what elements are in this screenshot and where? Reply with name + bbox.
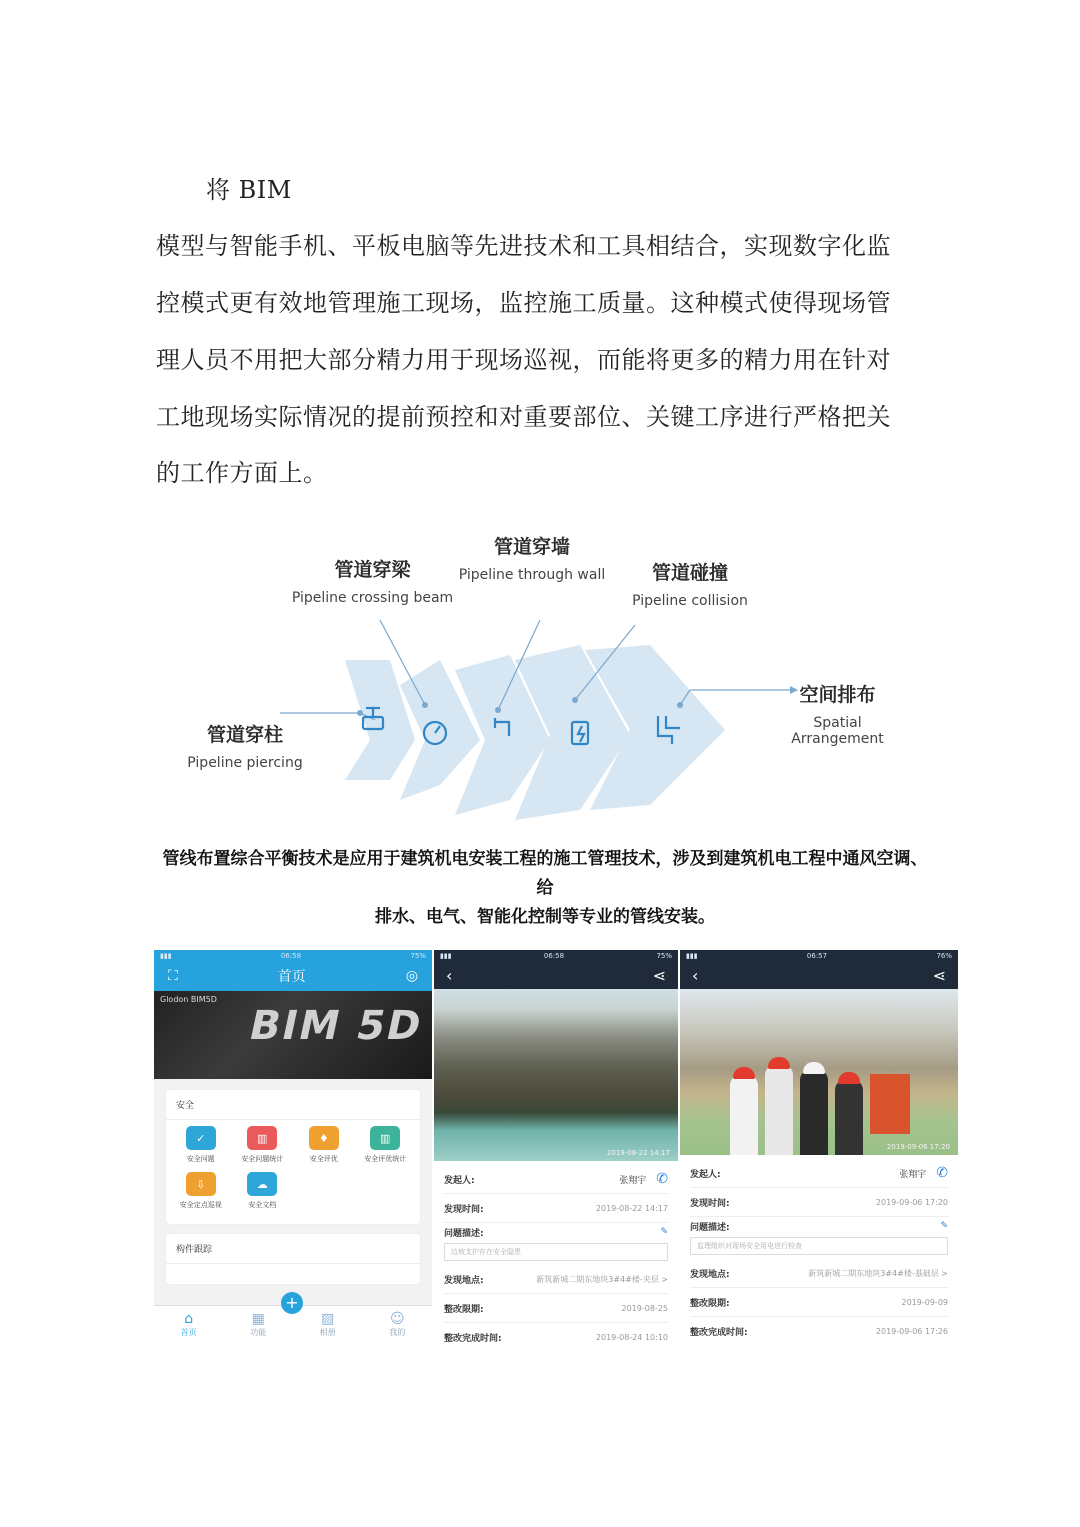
tab-item[interactable] — [181, 1311, 197, 1338]
feature-icon: ▥ — [247, 1126, 277, 1150]
status-bar: ▮▮▮ 06:57 76% — [680, 950, 958, 961]
add-button[interactable]: + — [281, 1292, 303, 1314]
paragraph-line-4: 理人员不用把大部分精力用于现场巡视，而能将更多的精力用在针对 — [156, 346, 891, 374]
nav-bar — [434, 961, 678, 989]
tab-icon: ⌂ — [184, 1311, 194, 1327]
desc-field[interactable]: 边坡支护存在安全隐患 — [444, 1243, 668, 1261]
banner-logo-text: BIM 5D — [245, 1003, 428, 1049]
status-time: 06:58 — [543, 951, 565, 960]
caption-line-2: 排水、电气、智能化控制等专业的管线安装。 — [375, 907, 715, 927]
paragraph-line-5: 工地现场实际情况的提前预控和对重要部位、关键工序进行严格把关 — [156, 403, 891, 431]
status-time: 06:57 — [806, 951, 828, 960]
deadline-row: 整改限期: 2019-09-09 — [690, 1288, 948, 1317]
location-row[interactable]: 发现地点: 新筑新城二期东地块3#4#楼-基础层 > — [690, 1259, 948, 1288]
paragraph-line-2: 模型与智能手机、平板电脑等先进技术和工具相结合，实现数字化监 — [156, 232, 891, 260]
phone-screenshot-issue-1 — [434, 950, 678, 1342]
grid-item[interactable] — [293, 1126, 355, 1164]
grid-item[interactable] — [232, 1172, 294, 1210]
tab-icon: ▨ — [321, 1311, 335, 1327]
status-bar: ▮▮▮ 06:58 75% — [434, 950, 678, 961]
label-crossing-beam: 管道穿梁 Pipeline crossing beam — [291, 559, 454, 606]
back-icon[interactable]: ‹ — [446, 965, 453, 985]
edit-icon[interactable]: ✎ — [940, 1221, 948, 1231]
grid-item[interactable] — [355, 1126, 417, 1164]
label-through-wall: 管道穿墙 Pipeline through wall — [458, 536, 606, 583]
share-icon[interactable]: ⋖ — [652, 965, 666, 985]
grid-item[interactable] — [170, 1126, 232, 1164]
tab-icon: ☺ — [389, 1311, 405, 1327]
grid-item-label: 安全定点巡视 — [179, 1201, 222, 1209]
electrical-box — [870, 1074, 910, 1134]
desc-row: 问题描述: ✎ — [444, 1227, 668, 1239]
tab-label: 功能 — [250, 1328, 267, 1337]
status-signal: ▮▮▮ — [160, 951, 172, 960]
phone-screenshot-home — [154, 950, 432, 1342]
feature-icon: ♦ — [309, 1126, 339, 1150]
grid-item-label: 安全评优 — [309, 1155, 338, 1163]
status-time: 06:58 — [280, 951, 302, 960]
nav-bar — [680, 961, 958, 989]
safety-grid — [166, 1120, 420, 1224]
scan-icon[interactable]: ⛶ — [168, 968, 178, 984]
initiator-row: 发起人: 张翔宇 ✆ — [444, 1165, 668, 1194]
safety-section — [166, 1090, 420, 1224]
edit-icon[interactable]: ✎ — [660, 1227, 668, 1237]
section-title-tracking: 构件跟踪 — [166, 1234, 420, 1264]
photo-timestamp: 2019-09-06 17:20 — [886, 1143, 950, 1151]
tab-label: 相册 — [319, 1328, 336, 1337]
grid-item-label: 安全文档 — [248, 1201, 277, 1209]
site-photo-inspection[interactable] — [680, 989, 958, 1155]
done-time-row: 整改完成时间: 2019-08-24 10:10 — [444, 1323, 668, 1342]
grid-item[interactable] — [232, 1126, 294, 1164]
grid-item-label: 安全评优统计 — [364, 1155, 407, 1163]
issue-form — [680, 1155, 958, 1342]
site-photo-slope[interactable] — [434, 989, 678, 1161]
photo-timestamp: 2019-08-22 14:17 — [606, 1149, 670, 1157]
found-time-row: 发现时间: 2019-08-22 14:17 — [444, 1194, 668, 1223]
feature-icon: ▥ — [370, 1126, 400, 1150]
grid-item-label: 安全问题统计 — [241, 1155, 284, 1163]
desc-row: 问题描述: ✎ — [690, 1221, 948, 1233]
label-spatial-arrangement: 空间排布 Spatial Arrangement — [791, 684, 884, 747]
grid-item[interactable] — [170, 1172, 232, 1210]
phone-screenshot-issue-2 — [680, 950, 958, 1342]
grid-item-label: 安全问题 — [186, 1155, 215, 1163]
camera-icon[interactable]: ◎ — [405, 968, 418, 984]
label-piercing: 管道穿柱 Pipeline piercing — [187, 724, 303, 771]
label-collision: 管道碰撞 Pipeline collision — [632, 562, 748, 609]
caption-line-1: 管线布置综合平衡技术是应用于建筑机电安装工程的施工管理技术，涉及到建筑机电工程中通风空调、给 — [162, 849, 928, 898]
issue-form — [434, 1161, 678, 1342]
call-icon[interactable]: ✆ — [656, 1171, 668, 1187]
status-bar — [154, 950, 432, 961]
paragraph-line-6: 的工作方面上。 — [156, 459, 328, 487]
tab-label: 我的 — [389, 1328, 406, 1337]
page-title: 首页 — [277, 969, 306, 985]
share-icon[interactable]: ⋖ — [932, 965, 946, 985]
status-battery: 75% — [656, 951, 672, 960]
initiator-row: 发起人: 张翔宇 ✆ — [690, 1159, 948, 1188]
deadline-row: 整改限期: 2019-08-25 — [444, 1294, 668, 1323]
feature-icon: ✓ — [186, 1126, 216, 1150]
found-time-row: 发现时间: 2019-09-06 17:20 — [690, 1188, 948, 1217]
done-time-row: 整改完成时间: 2019-09-06 17:26 — [690, 1317, 948, 1342]
tab-item[interactable] — [320, 1311, 336, 1338]
desc-field[interactable]: 监理组织对现场安全用电进行检查 — [690, 1237, 948, 1255]
tab-item[interactable] — [389, 1311, 405, 1338]
nav-bar — [154, 961, 432, 991]
location-row[interactable]: 发现地点: 新筑新城二期东地块3#4#楼-夹层 > — [444, 1265, 668, 1294]
pipeline-infographic — [180, 520, 940, 820]
status-battery: 76% — [936, 951, 952, 960]
back-icon[interactable]: ‹ — [692, 965, 699, 985]
paragraph-line-3: 控模式更有效地管理施工现场，监控施工质量。这种模式使得现场管 — [156, 289, 891, 317]
feature-icon: ⇩ — [186, 1172, 216, 1196]
promo-banner[interactable] — [154, 991, 432, 1079]
tab-icon: ▦ — [251, 1311, 265, 1327]
infographic-caption — [160, 845, 930, 932]
status-battery: 75% — [410, 951, 426, 960]
feature-icon: ☁ — [247, 1172, 277, 1196]
call-icon[interactable]: ✆ — [936, 1165, 948, 1181]
chevron-1 — [345, 660, 415, 780]
section-title-safety: 安全 — [166, 1090, 420, 1120]
banner-brand: Glodon BIM5D — [160, 995, 217, 1004]
tab-item[interactable] — [250, 1311, 266, 1338]
component-tracking-section — [166, 1234, 420, 1284]
paragraph-line-1: 将 BIM — [206, 176, 292, 204]
tab-label: 首页 — [180, 1328, 197, 1337]
